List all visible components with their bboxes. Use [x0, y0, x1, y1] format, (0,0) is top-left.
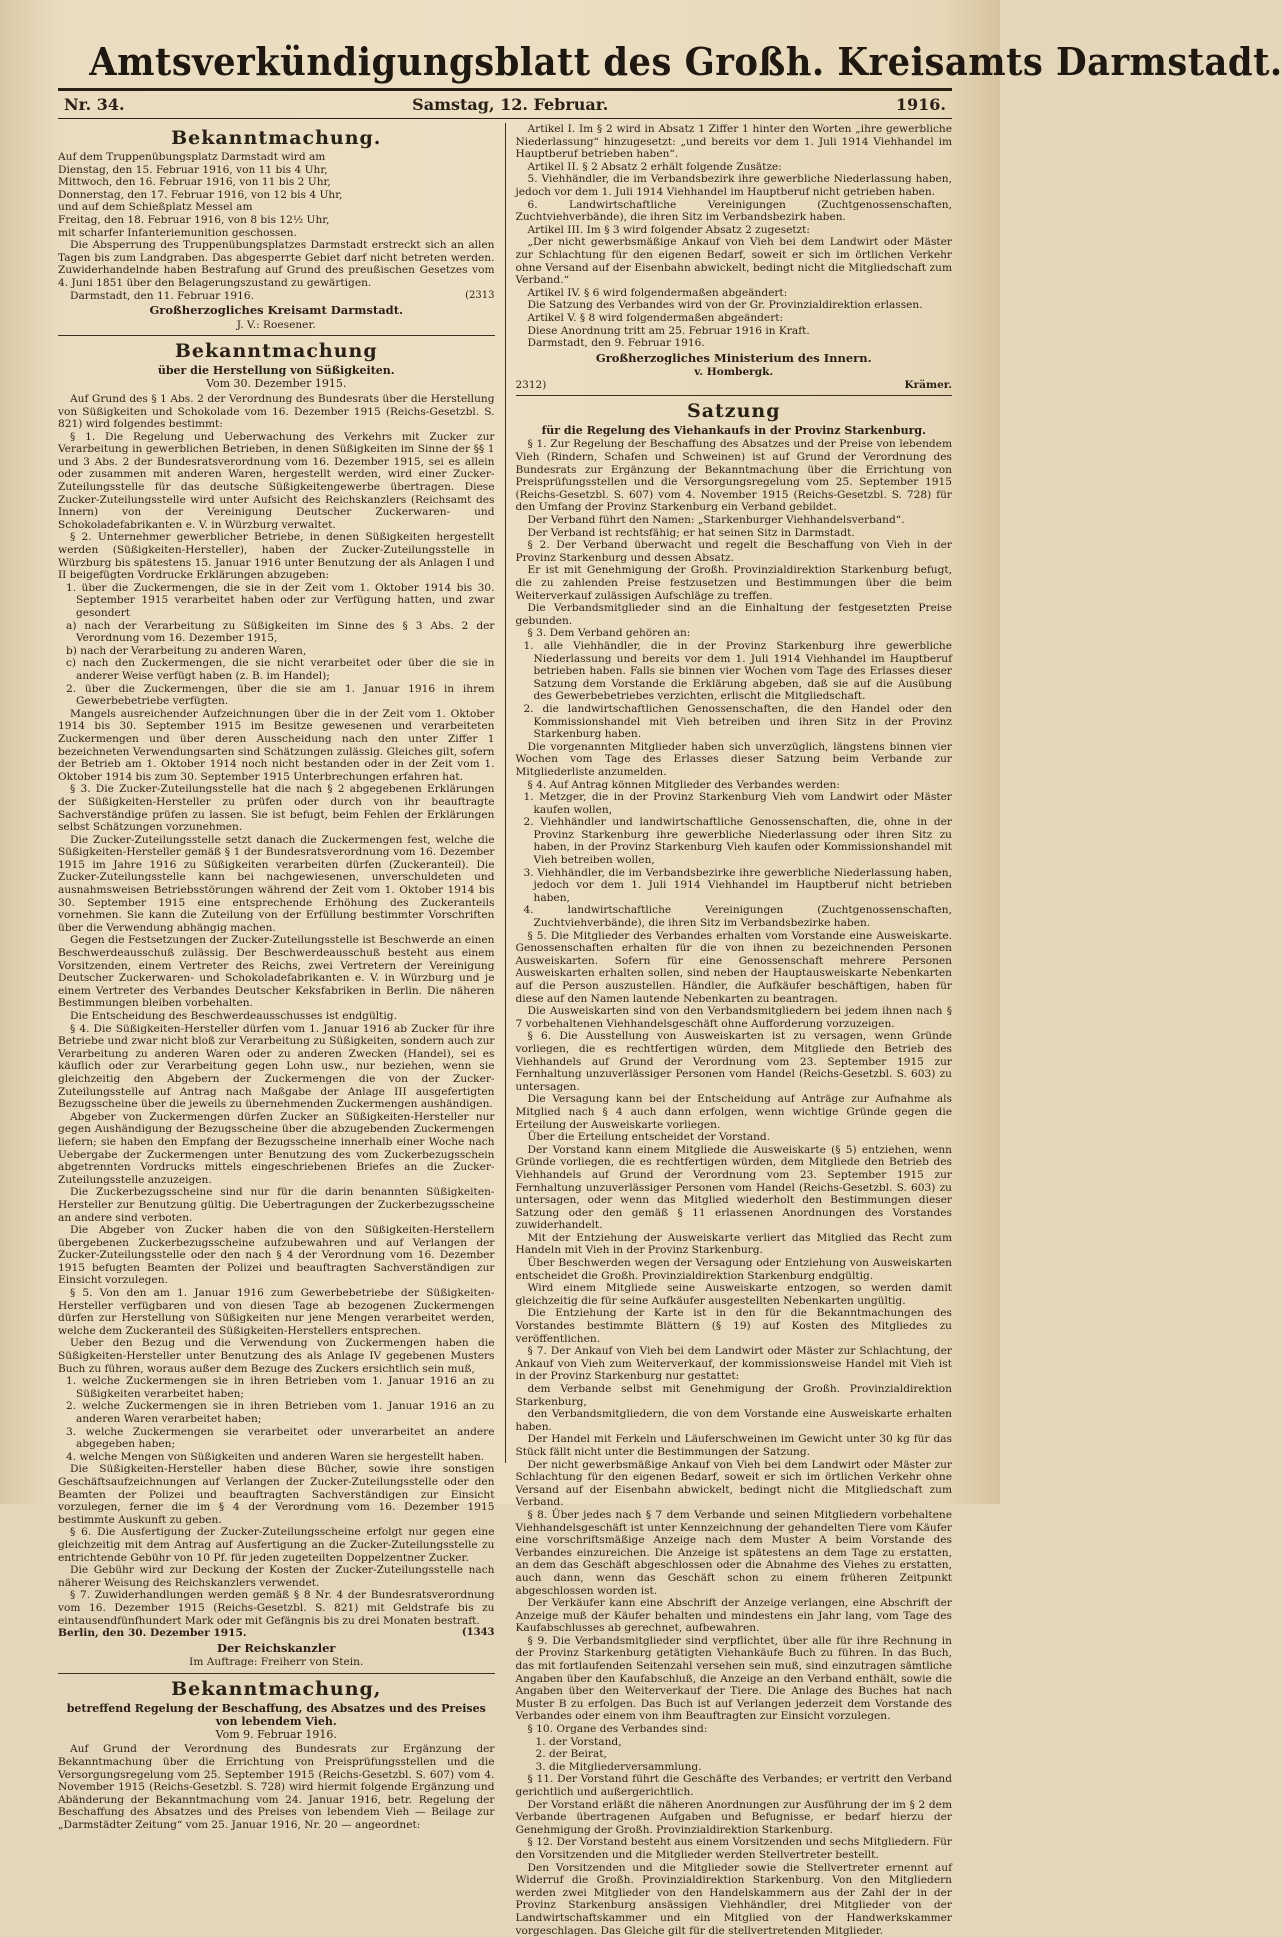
paragraph: Diese Anordnung tritt am 25. Februar 1916 in Kraft. [527, 324, 810, 337]
issue-number: Nr. 34. [64, 95, 125, 114]
paragraph: § 3. Die Zucker-Zuteilungsstelle hat die nach § 2 abgegebenen Erklärungen der Süßigkeiten-Hersteller zu prüfen oder durch von ihr beauftragte Sachverständige prüfen zu lassen. Sie ist befugt, beim Fehlen der Erklärungen selbst Schätzungen vorzunehmen. [58, 783, 495, 834]
notice-2-date: Vom 30. Dezember 1915. [206, 377, 347, 391]
paragraph: § 2. Unternehmer gewerblicher Betriebe, in denen Süßigkeiten hergestellt werden (Süßigkeiten-Hersteller), haben der Zucker-Zuteilungsstelle in Würzburg bis spätestens 15. Januar 1916 unter Benutzung der als Anlagen I und II beigefügten Vordrucke Erklärungen abzugeben: [58, 531, 495, 582]
paragraph: Mangels ausreichender Aufzeichnungen über die in der Zeit vom 1. Oktober 1914 bis 30. September 1915 im Besitze gewesenen und verarbeiteten Zuckermengen und über deren Ausscheidung nach den unter Ziffer 1 bezeichneten Verwendungsarten sind Schätzungen zulässig. Gleiches gilt, sofern der Betrieb am 1. Oktober 1914 noch nicht bestanden oder in der Zeit vom 1. Oktober 1914 bis zum 30. September 1915 Unterbrechungen erfahren hat. [58, 707, 495, 783]
issue-date: Samstag, 12. Februar. [412, 95, 609, 114]
notice-2-ref: (1343 [461, 1627, 495, 1639]
paragraph: 2. die landwirtschaftlichen Genossenschaften, die den Handel oder den Kommissionshandel mit Vieh betreiben und ihren Sitz in der Provinz Starkenburg haben. [523, 702, 952, 741]
column-divider [505, 123, 506, 1463]
paragraph: § 6. Die Ausstellung von Ausweiskarten ist zu versagen, wenn Gründe vorliegen, die es rechtfertigen würden, dem Mitgliede den Betrieb des Viehhandels auf Grund der Verordnung vom 23. September 1915 zur Fernhaltung unzuverlässiger Personen vom Handel (Reichs-Gesetzbl. S. 603) zu untersagen. [515, 1030, 952, 1093]
paragraph: 2. welche Zuckermengen sie in ihren Betrieben vom 1. Januar 1916 an zu anderen Waren verarbeitet haben; [66, 1400, 495, 1425]
notice-1-place [58, 290, 495, 303]
paragraph: § 1. Zur Regelung der Beschaffung des Absatzes und der Preise von lebendem Vieh (Rindern, Schafen und Schweinen) ist auf Grund der Verordnung des Bundesrats zur Ergänzung der Bekanntmachung über die Errichtung von Preisprüfungsstellen und die Versorgungsregelung vom 25. September 1915 (Reichs-Gesetzbl. S. 607) vom 4. November 1915 (Reichs-Gesetzbl. S. 728) für den Umfang der Provinz Starkenburg ein Verband gebildet. [515, 438, 952, 514]
notice-2-paras-2 [58, 708, 495, 1375]
satzung-items [516, 640, 953, 741]
right-column [515, 123, 953, 1937]
notice-2-title: Bekanntmachung [174, 340, 378, 363]
paragraph: Die Zuckerbezugsscheine sind nur für die darin benannten Süßigkeiten-Hersteller zur Benutzung gültig. Die Uebertragungen der Zuckerbezugsscheine an andere sind verboten. [58, 1186, 495, 1224]
paragraph: Über Beschwerden wegen der Versagung oder Entziehung von Ausweiskarten entscheidet die Großh. Provinzialdirektion Starkenburg endgültig. [515, 1257, 952, 1282]
paragraph: § 7. Zuwiderhandlungen werden gemäß § 8 Nr. 4 der Bundesratsverordnung vom 16. Dezember 1915 (Reichs-Gesetzbl. S. 821) mit Geldstrafe bis zu eintausendfünfhundert Mark oder mit Gefängnis bis zu drei Monaten bestraft. [58, 1589, 495, 1627]
satzung-paras [516, 438, 953, 640]
paragraph: Mittwoch, den 16. Februar 1916, von 11 bis 2 Uhr, [58, 176, 331, 189]
paragraph: § 8. Über jedes nach § 7 dem Verbande und seinen Mitgliedern vorbehaltene Viehhandelsgeschäft ist unter Kennzeichnung der gehandelten Tiere vom Käufer eine vorschriftsmäßige Anzeige nach dem Muster A beim Vorstande des Verbandes einzureichen. Die Anzeige ist spätestens an dem Tage zu erstatten, an dem das Geschäft abgeschlossen oder die Abnahme des Viehes zu erstatten, auch dann, wenn das Geschäft schon zu einem früheren Zeitpunkt abgeschlossen worden ist. [515, 1508, 952, 1597]
satzung-subtitle: für die Regelung des Viehankaufs in der Provinz Starkenburg. [541, 424, 926, 438]
paragraph: Über die Erteilung entscheidet der Vorstand. [527, 1131, 771, 1144]
paragraph: Artikel III. Im § 3 wird folgender Absatz 2 zugesetzt: [527, 223, 810, 236]
paragraph: 2. Viehhändler und landwirtschaftliche Genossenschaften, die, ohne in der Provinz Starkenburg ihre gewerbliche Niederlassung oder ihren Sitz zu haben, in der Provinz Starkenburg Vieh kaufen oder Kommissionshandel mit Vieh betreiben wollen, [523, 816, 952, 867]
paragraph: 1. der Vorstand, [535, 1735, 622, 1748]
signature-row [516, 379, 953, 392]
notice-2-signature: Der Reichskanzler [217, 1640, 336, 1655]
satzung-tail [516, 1383, 953, 1736]
paragraph: § 3. Dem Verband gehören an: [527, 627, 691, 640]
paragraph: a) nach der Verarbeitung zu Süßigkeiten im Sinne des § 3 Abs. 2 der Verordnung vom 16. Dezember 1915, [66, 619, 495, 645]
notice-3-text: Auf Grund der Verordnung des Bundesrats zur Ergänzung der Bekanntmachung über die Errichtung von Preisprüfungsstellen und die Versorgungsregelung vom 25. September 1915 (Reichs-Gesetzbl. S. 607) vom 4. November 1915 (Reichs-Gesetzbl. S. 728) wird hiermit folgende Ergänzung und Abänderung der Bekanntmachung vom 24. Januar 1916, betr. Regelung der Beschaffung des Absatzes und des Preises von lebendem Vieh — Beilage zur „Darmstädter Zeitung“ vom 25. Januar 1916, Nr. 20 — angeordnet: [58, 1743, 495, 1832]
separator [516, 395, 953, 396]
paragraph: Die Zucker-Zuteilungsstelle setzt danach die Zuckermengen fest, welche die Süßigkeiten-Hersteller gemäß § 1 der Bundesratsverordnung vom 16. Dezember 1915 im Jahre 1916 zu Süßigkeiten verarbeiten dürfen (Zuckeranteil). Die Zucker-Zuteilungsstelle kann bei nachgewiesenen, unverschuldeten und ausnahmsweisen Betriebsstörungen während der Zeit vom 1. Oktober 1914 bis 30. September 1915 eine entsprechende Erhöhung des Zuckeranteils vornehmen. Sie kann die Zuteilung von der Erfüllung bestimmter Vorschriften über die Verwendung abhängig machen. [58, 833, 495, 934]
left-column [58, 123, 495, 1832]
paragraph: § 11. Der Vorstand führt die Geschäfte des Verbandes; er vertritt den Verband gerichtlich und außergerichtlich. [515, 1773, 952, 1798]
paragraph: Artikel I. Im § 2 wird in Absatz 1 Ziffer 1 hinter den Worten „ihre gewerbliche Niederlassung“ hinzugesetzt: „und bereits vor dem 1. Juli 1914 Viehhandel im Hauptberuf betrieben haben“. [515, 123, 952, 161]
paragraph: 3. Viehhändler, die im Verbandsbezirke ihre gewerbliche Niederlassung haben, jedoch vor dem 1. Juli 1914 Viehhandel im Hauptberuf nicht betrieben haben, [523, 866, 952, 904]
right-place: Darmstadt, den 9. Februar 1916. [527, 337, 705, 350]
paragraph: Artikel IV. § 6 wird folgendermaßen abgeändert: [527, 286, 788, 299]
paragraph: Die Verbandsmitglieder sind an die Einhaltung der festgesetzten Preise gebunden. [515, 602, 952, 627]
paragraph: Die Satzung des Verbandes wird von der Gr. Provinzialdirektion erlassen. [527, 299, 923, 312]
notice-1-lines [58, 151, 495, 239]
notice-3-subtitle: betreffend Regelung der Beschaffung, des Absatzes und des Preises von lebendem Vieh. [66, 1701, 486, 1728]
paragraph: 1. über die Zuckermengen, die sie in der Zeit vom 1. Oktober 1914 bis 30. September 1915 verarbeitet haben oder zur Verfügung hatten, und zwar gesondert [66, 581, 495, 619]
paragraph: § 10. Organe des Verbandes sind: [527, 1723, 708, 1736]
notice-1-ref: (2313 [465, 289, 495, 301]
issue-year: 1916. [895, 95, 946, 114]
paragraph: Die Entziehung der Karte ist in den für die Bekanntmachungen des Vorstandes bestimmte Blättern (§ 19) auf Kosten des Mitgliedes zu veröffentlichen. [515, 1307, 952, 1345]
paragraph: 4. welche Mengen von Süßigkeiten und anderen Waren sie hergestellt haben. [66, 1450, 485, 1463]
paragraph: Die Ausweiskarten sind von den Verbandsmitgliedern bei jedem ihnen nach § 7 vorbehaltenen Viehhandelsgeschäft ohne Aufforderung vorzuzeigen. [515, 1005, 952, 1030]
notice-2-paras [58, 431, 495, 582]
articles [516, 123, 953, 337]
ref-number: 2312) [515, 378, 547, 391]
satzung-title: Satzung [686, 400, 781, 423]
columns [58, 123, 952, 1937]
paragraph: 1. Metzger, die in der Provinz Starkenburg Vieh vom Landwirt oder Mäster kaufen wollen, [523, 791, 952, 816]
paragraph: Den Vorsitzenden und die Mitglieder sowie die Stellvertreter ernennt auf Widerruf die Großh. Provinzialdirektion Starkenburg. Von den Mitgliedern werden zwei Mitglieder von den Handelskammern aus der Zahl der in der Provinz Starkenburg ansässigen Viehhändler, drei Mitglieder von der Landwirtschaftskammer und ein Mitglied von der Handwerkskammer vorgeschlagen. Das Gleiche gilt für die stellvertretenden Mitglieder. [515, 1861, 952, 1937]
masthead-title: Amtsverkündigungsblatt des Großh. Kreisamts Darmstadt. [89, 39, 1283, 84]
paragraph: § 4. Auf Antrag können Mitglieder des Verbandes werden: [527, 778, 840, 791]
paragraph: Dienstag, den 15. Februar 1916, von 11 bis 4 Uhr, [58, 163, 328, 176]
paragraph: § 9. Die Verbandsmitglieder sind verpflichtet, über alle für ihre Rechnung in der Provinz Starkenburg getätigten Viehankäufe Buch zu führen. In das Buch, das mit fortlaufenden Seitenzahl versehen sein muß, sind einzutragen sämtliche Angaben über den Kaufabschluß, die Anzeige an den Verband enthält, sowie die Angaben über den Weiterverkauf der Tiere. Die Anlage des Buches hat nach Muster B zu erfolgen. Das Buch ist auf Verlangen jederzeit dem Vorstande des Verbandes oder einem von ihm Beauftragten zur Einsicht vorzulegen. [515, 1634, 952, 1723]
separator [58, 335, 495, 336]
notice-3-title: Bekanntmachung, [171, 1677, 382, 1700]
paragraph: § 4. Die Süßigkeiten-Hersteller dürfen vom 1. Januar 1916 ab Zucker für ihre Betriebe und zwar nicht bloß zur Verarbeitung zu Süßigkeiten, sondern auch zur Verarbeitung zu anderen Waren oder zu anderen Zwecken (Handel), sei es käuflich oder zur Verarbeitung gegen Lohn usw., nur beziehen, wenn sie gleichzeitig den Abgebern der Zuckermengen die von der Zucker-Zuteilungsstelle auf Antrag nach Maßgabe der Anlage III ausgefertigten Bezugsscheine über die jeweils zu übernehmenden Zuckermengen aushändigen. [58, 1022, 495, 1111]
paragraph: Freitag, den 18. Februar 1916, von 8 bis 12½ Uhr, [58, 213, 330, 226]
notice-1-signer: J. V.: Roesener. [236, 318, 316, 331]
paragraph: b) nach der Verarbeitung zu anderen Waren, [66, 644, 307, 657]
paragraph: Der nicht gewerbsmäßige Ankauf von Vieh bei dem Landwirt oder Mäster zur Schlachtung für den eigenen Bedarf, soweit er sich im örtlichen Verkehr ohne Versand auf der Eisenbahn abwickelt, bedingt nicht die Mitgliedschaft zum Verband. [515, 1458, 952, 1509]
paragraph: und auf dem Schießplatz Messel am [58, 201, 253, 214]
notice-1-title: Bekanntmachung. [171, 127, 382, 149]
notice-1-text: Die Absperrung des Truppenübungsplatzes Darmstadt erstreckt sich an allen Tagen bis zum Landgraben. Das abgesperrte Gebiet darf nicht betreten werden. Zuwiderhandelnde haben Bestrafung auf Grund des preußischen Gesetzes vom 4. Juni 1851 über den Belagerungszustand zu gewärtigen. [58, 239, 495, 289]
notice-2-items-2 [58, 1375, 495, 1463]
issue-rule [58, 118, 952, 119]
paragraph: Die vorgenannten Mitglieder haben sich unverzüglich, längstens binnen vier Wochen vom Tage des Erlasses dieser Satzung beim Verbande zur Mitgliederliste anzumelden. [515, 740, 952, 778]
paragraph: Er ist mit Genehmigung der Großh. Provinzialdirektion Starkenburg befugt, die zu zahlenden Preise festzusetzen und Bestimmungen über die beim Weiterverkauf zulässigen Aufschläge zu treffen. [515, 564, 952, 602]
notice-2-signer: Im Auftrage: Freiherr von Stein. [189, 1656, 364, 1669]
paragraph: Auf dem Truppenübungsplatz Darmstadt wird am [58, 151, 326, 163]
paragraph: § 5. Die Mitglieder des Verbandes erhalten vom Vorstande eine Ausweiskarte. Genossenschaften erhalten für die von ihnen zu bezeichnenden Personen Ausweiskarten. Sofern für eine Genossenschaft mehrere Personen Ausweiskarten erhalten sollen, sind neben der Hauptausweiskarte Nebenkarten auf die Person auszustellen. Händler, die Aufkäufer beschäftigen, haben für diese auf den Namen lautende Nebenkarten zu beantragen. [515, 929, 952, 1005]
paragraph: Die Entscheidung des Beschwerdeausschusses ist endgültig. [70, 1010, 397, 1022]
notice-3-date: Vom 9. Februar 1916. [215, 1727, 337, 1741]
notice-1-place-text: Darmstadt, den 11. Februar 1916. [70, 289, 254, 302]
paragraph: Die Versagung kann bei der Entscheidung auf Anträge zur Aufnahme als Mitglied nach § 4 auch dann erfolgen, wenn wichtige Gründe gegen die Erteilung der Ausweiskarte vorliegen. [515, 1093, 952, 1131]
satzung-tail-2 [516, 1773, 953, 1937]
paragraph: 2. über die Zuckermengen, über die sie am 1. Januar 1916 in ihrem Gewerbebetriebe verfügten. [66, 682, 495, 708]
paragraph: Artikel II. § 2 Absatz 2 erhält folgende Zusätze: [527, 160, 782, 173]
paragraph: Ueber den Bezug und die Verwendung von Zuckermengen haben die Süßigkeiten-Hersteller unter Benutzung des als Anlage IV gegebenen Musters Buch zu führen, woraus außer dem Bezuge des Zuckers ersichtlich sein muß, [58, 1337, 495, 1375]
paragraph: Der Verband führt den Namen: „Starkenburger Viehhandelsverband“. [527, 514, 905, 527]
separator [58, 1673, 495, 1674]
paragraph: Wird einem Mitgliede seine Ausweiskarte entzogen, so werden damit gleichzeitig die für seine Aufkäufer ausgestellten Nebenkarten ungültig. [515, 1282, 952, 1307]
paragraph: § 5. Von den am 1. Januar 1916 zum Gewerbebetriebe der Süßigkeiten-Hersteller verfügbaren und von diesen Tage ab bezogenen Zuckermengen dürfen zur Herstellung von Süßigkeiten nur jene Mengen verarbeitet werden, welche dem Zuckeranteil des Süßigkeiten-Herstellers entsprechen. [58, 1287, 495, 1337]
notice-2-place-text: Berlin, den 30. Dezember 1915. [58, 1627, 247, 1640]
notice-2-subtitle: über die Herstellung von Süßigkeiten. [157, 364, 395, 378]
notice-2-place [58, 1627, 495, 1640]
notice-1-signature: Großherzogliches Kreisamt Darmstadt. [149, 303, 404, 318]
paragraph: 2. der Beirat, [535, 1748, 607, 1761]
paragraph: Artikel V. § 8 wird folgendermaßen abgeändert: [527, 311, 784, 324]
paragraph: Die Süßigkeiten-Hersteller haben diese Bücher, sowie ihre sonstigen Geschäftsaufzeichnungen auf Verlangen der Zucker-Zuteilungsstelle oder den Beamten der Polizei und beauftragten Sachverständigen zur Einsicht vorzulegen, ferner die im § 4 der Verordnung vom 16. Dezember 1915 bestimmte Auskunft zu geben. [58, 1463, 495, 1526]
satzung-paras-2 [516, 741, 953, 791]
paragraph: 6. Landwirtschaftliche Vereinigungen (Zuchtgenossenschaften, Zuchtviehverbände), die ihren Sitz im Verbandsbezirk haben. [515, 198, 952, 224]
paragraph: 5. Viehhändler, die im Verbandsbezirk ihre gewerbliche Niederlassung haben, jedoch vor dem 1. Juli 1914 Viehhandel im Hauptberuf nicht getrieben haben. [515, 173, 952, 198]
paragraph: 1. alle Viehhändler, die in der Provinz Starkenburg ihre gewerbliche Niederlassung und bereits vor dem 1. Juli 1914 Viehhandel im Hauptberuf betrieben haben. Falls sie binnen vier Wochen vom Tage des Erlasses dieser Satzung dem Vorstande die Erklärung abgeben, daß sie auf die Ausübung des Gewerbebetriebes verzichten, erlischt die Mitgliedschaft. [523, 639, 952, 703]
paragraph: Gegen die Festsetzungen der Zucker-Zuteilungsstelle ist Beschwerde an einen Beschwerdeausschuß zulässig. Der Beschwerdeausschuß besteht aus einem Vorsitzenden, einem Vertreter des Reichs, zwei Vertretern der Vereinigung Deutscher Zuckerwaren- und Schokoladefabrikanten e. V. in Würzburg und je einem Vertreter des Verbandes Deutscher Keksfabriken in Berlin. Die näheren Bestimmungen bleiben vorbehalten. [58, 934, 495, 1010]
satzung-items-2 [516, 791, 953, 930]
signer-kraemer: Krämer. [904, 378, 952, 391]
satzung-paras-3 [516, 930, 953, 1383]
paragraph: „Der nicht gewerbsmäßige Ankauf von Vieh bei dem Landwirt oder Mäster zur Schlachtung für den eigenen Bedarf, soweit er sich im örtlichen Verkehr ohne Versand auf der Eisenbahn abwickelt, bedingt nicht die Mitgliedschaft zum Verband.“ [515, 236, 952, 287]
paragraph: Die Abgeber von Zucker haben die von den Süßigkeiten-Herstellern übergebenen Zuckerbezugsscheine aufzubewahren und auf Verlangen der Zucker-Zuteilungsstelle oder den nach § 4 der Verordnung vom 16. Dezember 1915 befugten Beamten der Polizei und beauftragten Sachverständigen zur Einsicht vorzulegen. [58, 1224, 495, 1287]
paragraph: Der Handel mit Ferkeln und Läuferschweinen im Gewicht unter 30 kg für das Stück fällt nicht unter die Bestimmungen der Satzung. [515, 1433, 952, 1458]
paragraph: dem Verbande selbst mit Genehmigung der Großh. Provinzialdirektion Starkenburg, [515, 1383, 952, 1408]
paragraph: Der Vorstand erläßt die näheren Anordnungen zur Ausführung der im § 2 dem Verbande übertragenen Aufgaben und Befugnisse, er bedarf hierzu der Genehmigung der Großh. Provinzialdirektion Starkenburg. [515, 1798, 952, 1836]
notice-2-paras-3 [58, 1463, 495, 1627]
paragraph: Mit der Entziehung der Ausweiskarte verliert das Mitglied das Recht zum Handeln mit Vieh in der Provinz Starkenburg. [515, 1231, 952, 1257]
ministry-signature: Großherzogliches Ministerium des Innern. [595, 350, 872, 365]
paragraph: Der Verkäufer kann eine Abschrift der Anzeige verlangen, eine Abschrift der Anzeige muß der Käufer behalten und mindestens ein Jahr lang, vom Tage des Kaufabschlusses ab gerechnet, aufbewahren. [515, 1597, 952, 1635]
paragraph: § 12. Der Vorstand besteht aus einem Vorsitzenden und sechs Mitgliedern. Für den Vorsitzenden und die Mitglieder werden Stellvertreter bestellt. [515, 1836, 952, 1861]
paragraph: Der Verband ist rechtsfähig; er hat seinen Sitz in Darmstadt. [527, 526, 855, 539]
paragraph: Die Gebühr wird zur Deckung der Kosten der Zucker-Zuteilungsstelle nach näherer Weisung des Reichskanzlers verwendet. [58, 1564, 495, 1589]
paragraph: 1. welche Zuckermengen sie in ihren Betrieben vom 1. Januar 1916 an zu Süßigkeiten verarbeitet haben; [66, 1375, 495, 1400]
paragraph: § 2. Der Verband überwacht und regelt die Beschaffung von Vieh in der Provinz Starkenburg und dessen Absatz. [515, 539, 952, 564]
notice-2-intro: Auf Grund des § 1 Abs. 2 der Verordnung des Bundesrats über die Herstellung von Süßigkeiten und Schokolade vom 16. Dezember 1915 (Reichs-Gesetzbl. S. 821) wird folgendes bestimmt: [58, 392, 495, 431]
paragraph: Donnerstag, den 17. Februar 1916, von 12 bis 4 Uhr, [58, 188, 343, 201]
paragraph: Der Vorstand kann einem Mitgliede die Ausweiskarte (§ 5) entziehen, wenn Gründe vorliegen, die es rechtfertigen würden, dem Mitgliede den Betrieb des Viehhandels auf Grund der Verordnung vom 23. September 1915 zur Fernhaltung unzuverlässiger Personen vom Handel (Reichs-Gesetzbl. S. 603) zu untersagen, oder wenn das Mitglied wiederholt den Bestimmungen dieser Satzung oder den gemäß § 11 erlassenen Anordnungen des Vorstandes zuwiderhandelt. [515, 1143, 952, 1232]
paragraph: § 1. Die Regelung und Ueberwachung des Verkehrs mit Zucker zur Verarbeitung in gewerblichen Betrieben, in denen Süßigkeiten im Sinne der §§ 1 und 3 Abs. 2 der Bundesratsverordnung vom 16. Dezember 1915, sei es allein oder zusammen mit anderen Waren, hergestellt werden, wird einer Zucker-Zuteilungsstelle für das deutsche Süßigkeitengewerbe übertragen. Diese Zucker-Zuteilungsstelle wird unter Aufsicht des Reichskanzlers (Reichsamt des Innern) von der Vereinigung Deutscher Zuckerwaren- und Schokoladefabrikanten e. V. in Würzburg verwaltet. [58, 430, 495, 531]
paragraph: 3. die Mitgliederversammlung. [535, 1760, 702, 1773]
paragraph: 3. welche Zuckermengen sie verarbeitet oder unverarbeitet an andere abgegeben haben; [66, 1425, 495, 1451]
paragraph: c) nach den Zuckermengen, die sie nicht verarbeitet oder über die sie in anderer Weise verfügt haben (z. B. im Handel); [66, 657, 495, 682]
paragraph: § 7. Der Ankauf von Vieh bei dem Landwirt oder Mäster zur Schlachtung, der Ankauf von Vieh zum Weiterverkauf, der kommissionsweise Handel mit Vieh ist in der Provinz Starkenburg nur gestattet: [515, 1345, 952, 1383]
notice-2-items [58, 582, 495, 708]
paragraph: 4. landwirtschaftliche Vereinigungen (Zuchtgenossenschaften, Zuchtviehverbände), die ihren Sitz im Verbandsbezirke haben. [523, 904, 952, 930]
satzung-organs [516, 1736, 953, 1774]
paragraph: mit scharfer Infanteriemunition geschossen. [58, 226, 297, 239]
paragraph: den Verbandsmitgliedern, die von dem Vorstande eine Ausweiskarte erhalten haben. [515, 1408, 952, 1433]
issue-bar [58, 91, 952, 116]
ministry-signer: v. Hombergk. [694, 366, 774, 379]
paragraph: § 6. Die Ausfertigung der Zucker-Zuteilungsscheine erfolgt nur gegen eine gleichzeitig mit dem Antrag auf Ausfertigung an die Zucker-Zuteilungsstelle zu entrichtende Gebühr von 10 Pf. für jeden zugeteilten Doppelzentner Zucker. [58, 1526, 495, 1564]
paragraph: Abgeber von Zuckermengen dürfen Zucker an Süßigkeiten-Hersteller nur gegen Aushändigung der Bezugsscheine über die abzugebenden Zuckermengen liefern; sie haben den Empfang der Bezugsscheine innerhalb einer Woche nach Uebergabe der Zuckermengen unter Benutzung des vom Zuckerbezugsschein abgetrennten Vordrucks mittels eingeschriebenen Briefes an die Zucker-Zuteilungsstelle anzuzeigen. [58, 1110, 495, 1186]
